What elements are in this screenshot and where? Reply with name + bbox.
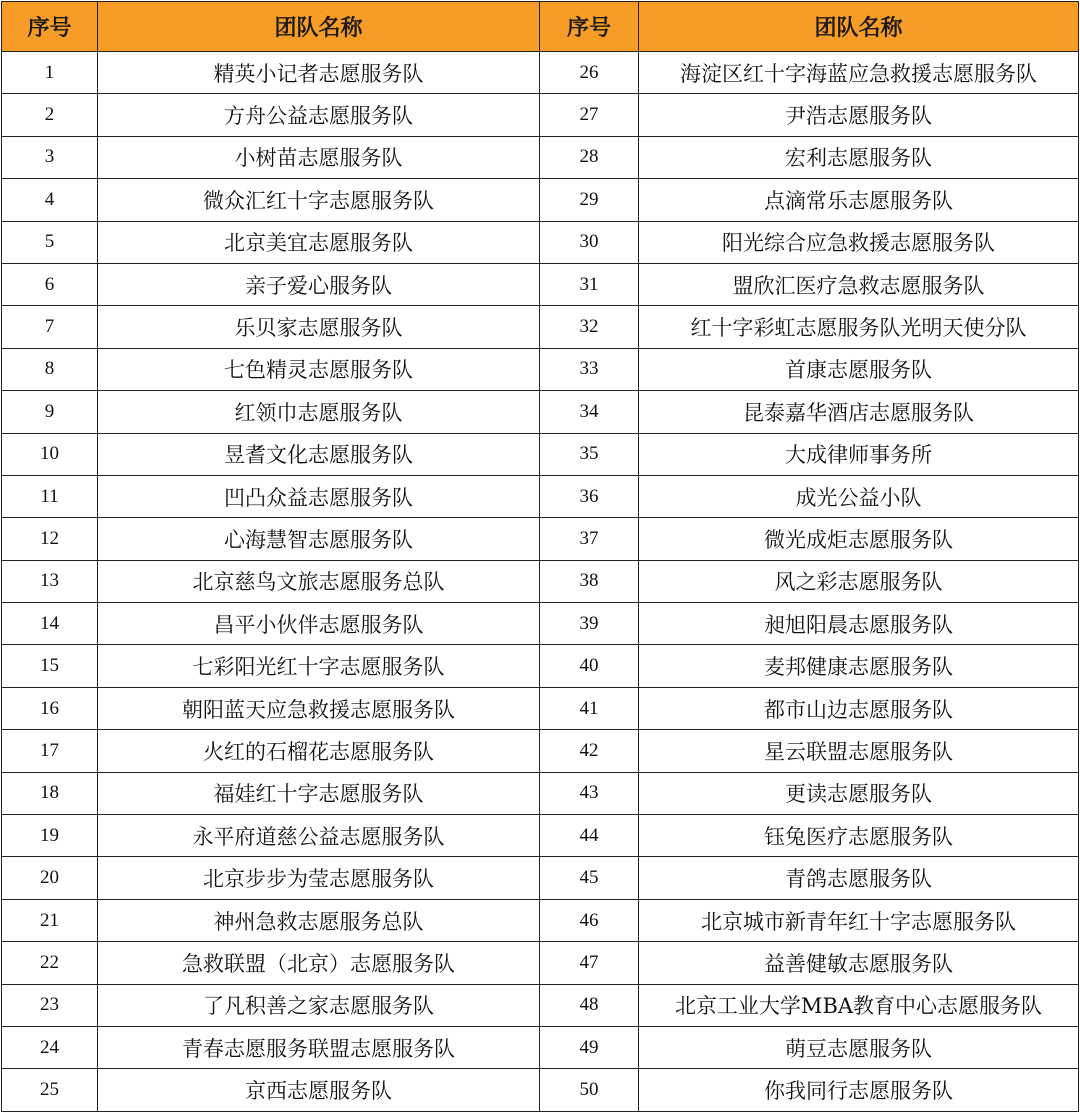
table-row <box>2 984 1079 1026</box>
header-team-name-left: 团队名称 <box>98 2 540 52</box>
team-name-cell-left: 北京慈鸟文旅志愿服务总队 <box>98 560 540 602</box>
serial-cell-right: 29 <box>540 179 639 221</box>
serial-cell-right: 40 <box>540 645 639 687</box>
team-name-cell-right: 都市山边志愿服务队 <box>639 687 1079 729</box>
serial-cell-left: 21 <box>2 899 98 941</box>
table-row <box>2 815 1079 857</box>
serial-cell-left: 25 <box>2 1069 98 1111</box>
team-name-cell-right: 海淀区红十字海蓝应急救援志愿服务队 <box>639 52 1079 94</box>
team-name-cell-left: 昱耆文化志愿服务队 <box>98 433 540 475</box>
team-name-cell-right: 风之彩志愿服务队 <box>639 560 1079 602</box>
serial-cell-left: 11 <box>2 475 98 517</box>
table-row <box>2 1069 1079 1111</box>
serial-cell-right: 50 <box>540 1069 639 1111</box>
table-row <box>2 136 1079 178</box>
serial-cell-left: 12 <box>2 518 98 560</box>
serial-cell-right: 36 <box>540 475 639 517</box>
serial-cell-right: 38 <box>540 560 639 602</box>
serial-cell-left: 7 <box>2 306 98 348</box>
serial-cell-left: 8 <box>2 348 98 390</box>
table-row <box>2 263 1079 305</box>
team-name-cell-right: 微光成炬志愿服务队 <box>639 518 1079 560</box>
team-name-cell-left: 微众汇红十字志愿服务队 <box>98 179 540 221</box>
table-row <box>2 221 1079 263</box>
table-header <box>2 2 1079 52</box>
table-row <box>2 942 1079 984</box>
table-row <box>2 730 1079 772</box>
serial-cell-right: 31 <box>540 263 639 305</box>
table-row <box>2 857 1079 899</box>
serial-cell-right: 43 <box>540 772 639 814</box>
team-name-cell-right: 星云联盟志愿服务队 <box>639 730 1079 772</box>
table-row <box>2 687 1079 729</box>
serial-cell-right: 46 <box>540 899 639 941</box>
team-name-cell-right: 红十字彩虹志愿服务队光明天使分队 <box>639 306 1079 348</box>
serial-cell-right: 45 <box>540 857 639 899</box>
table-row <box>2 348 1079 390</box>
team-name-cell-left: 红领巾志愿服务队 <box>98 391 540 433</box>
serial-cell-left: 20 <box>2 857 98 899</box>
serial-cell-left: 1 <box>2 52 98 94</box>
serial-cell-left: 23 <box>2 984 98 1026</box>
serial-cell-right: 35 <box>540 433 639 475</box>
team-name-cell-left: 昌平小伙伴志愿服务队 <box>98 603 540 645</box>
table-row <box>2 899 1079 941</box>
team-name-cell-left: 亲子爱心服务队 <box>98 263 540 305</box>
table-row <box>2 306 1079 348</box>
serial-cell-right: 41 <box>540 687 639 729</box>
team-name-cell-right: 北京工业大学MBA教育中心志愿服务队 <box>639 984 1079 1026</box>
team-name-cell-right: 首康志愿服务队 <box>639 348 1079 390</box>
serial-cell-left: 17 <box>2 730 98 772</box>
header-row <box>2 2 1079 52</box>
team-name-cell-left: 神州急救志愿服务总队 <box>98 899 540 941</box>
volunteer-team-table <box>1 1 1079 1112</box>
serial-cell-right: 49 <box>540 1026 639 1068</box>
table-row <box>2 772 1079 814</box>
team-name-cell-right: 昆泰嘉华酒店志愿服务队 <box>639 391 1079 433</box>
team-name-cell-left: 京西志愿服务队 <box>98 1069 540 1111</box>
team-name-cell-right: 你我同行志愿服务队 <box>639 1069 1079 1111</box>
team-name-cell-right: 更读志愿服务队 <box>639 772 1079 814</box>
header-serial-left: 序号 <box>2 2 98 52</box>
table-body <box>2 52 1079 1112</box>
team-name-cell-right: 大成律师事务所 <box>639 433 1079 475</box>
table-row <box>2 94 1079 136</box>
serial-cell-right: 30 <box>540 221 639 263</box>
serial-cell-left: 24 <box>2 1026 98 1068</box>
serial-cell-right: 26 <box>540 52 639 94</box>
table-row <box>2 179 1079 221</box>
serial-cell-left: 4 <box>2 179 98 221</box>
team-name-cell-left: 永平府道慈公益志愿服务队 <box>98 815 540 857</box>
serial-cell-right: 37 <box>540 518 639 560</box>
team-name-cell-left: 七色精灵志愿服务队 <box>98 348 540 390</box>
serial-cell-right: 42 <box>540 730 639 772</box>
table-row <box>2 391 1079 433</box>
serial-cell-left: 9 <box>2 391 98 433</box>
table-row <box>2 52 1079 94</box>
serial-cell-right: 28 <box>540 136 639 178</box>
serial-cell-left: 22 <box>2 942 98 984</box>
serial-cell-left: 14 <box>2 603 98 645</box>
table-row <box>2 645 1079 687</box>
serial-cell-left: 13 <box>2 560 98 602</box>
team-name-cell-left: 北京步步为莹志愿服务队 <box>98 857 540 899</box>
team-name-cell-right: 青鸽志愿服务队 <box>639 857 1079 899</box>
team-name-cell-left: 乐贝家志愿服务队 <box>98 306 540 348</box>
team-name-cell-right: 益善健敏志愿服务队 <box>639 942 1079 984</box>
serial-cell-left: 5 <box>2 221 98 263</box>
table-row <box>2 518 1079 560</box>
header-team-name-right: 团队名称 <box>639 2 1079 52</box>
table-row <box>2 560 1079 602</box>
table-row <box>2 433 1079 475</box>
serial-cell-left: 19 <box>2 815 98 857</box>
team-name-cell-left: 了凡积善之家志愿服务队 <box>98 984 540 1026</box>
serial-cell-right: 39 <box>540 603 639 645</box>
team-name-cell-right: 钰兔医疗志愿服务队 <box>639 815 1079 857</box>
serial-cell-left: 15 <box>2 645 98 687</box>
serial-cell-left: 10 <box>2 433 98 475</box>
team-name-cell-right: 成光公益小队 <box>639 475 1079 517</box>
team-name-cell-left: 凹凸众益志愿服务队 <box>98 475 540 517</box>
serial-cell-right: 33 <box>540 348 639 390</box>
team-name-cell-right: 昶旭阳晨志愿服务队 <box>639 603 1079 645</box>
team-name-cell-right: 萌豆志愿服务队 <box>639 1026 1079 1068</box>
team-name-cell-left: 青春志愿服务联盟志愿服务队 <box>98 1026 540 1068</box>
serial-cell-right: 47 <box>540 942 639 984</box>
team-name-cell-left: 火红的石榴花志愿服务队 <box>98 730 540 772</box>
table-row <box>2 1026 1079 1068</box>
table-row <box>2 603 1079 645</box>
team-name-cell-left: 小树苗志愿服务队 <box>98 136 540 178</box>
serial-cell-left: 18 <box>2 772 98 814</box>
team-name-cell-left: 心海慧智志愿服务队 <box>98 518 540 560</box>
team-name-cell-right: 尹浩志愿服务队 <box>639 94 1079 136</box>
team-name-cell-left: 急救联盟（北京）志愿服务队 <box>98 942 540 984</box>
serial-cell-right: 44 <box>540 815 639 857</box>
serial-cell-right: 27 <box>540 94 639 136</box>
team-name-cell-left: 精英小记者志愿服务队 <box>98 52 540 94</box>
team-name-cell-right: 阳光综合应急救援志愿服务队 <box>639 221 1079 263</box>
team-name-cell-left: 朝阳蓝天应急救援志愿服务队 <box>98 687 540 729</box>
team-name-cell-right: 宏利志愿服务队 <box>639 136 1079 178</box>
serial-cell-left: 6 <box>2 263 98 305</box>
serial-cell-left: 2 <box>2 94 98 136</box>
serial-cell-right: 32 <box>540 306 639 348</box>
team-name-cell-left: 福娃红十字志愿服务队 <box>98 772 540 814</box>
team-name-cell-left: 北京美宜志愿服务队 <box>98 221 540 263</box>
serial-cell-right: 34 <box>540 391 639 433</box>
serial-cell-right: 48 <box>540 984 639 1026</box>
table-row <box>2 475 1079 517</box>
team-name-cell-left: 方舟公益志愿服务队 <box>98 94 540 136</box>
team-name-cell-right: 盟欣汇医疗急救志愿服务队 <box>639 263 1079 305</box>
team-name-cell-left: 七彩阳光红十字志愿服务队 <box>98 645 540 687</box>
team-name-cell-right: 点滴常乐志愿服务队 <box>639 179 1079 221</box>
team-name-cell-right: 麦邦健康志愿服务队 <box>639 645 1079 687</box>
serial-cell-left: 16 <box>2 687 98 729</box>
team-name-cell-right: 北京城市新青年红十字志愿服务队 <box>639 899 1079 941</box>
serial-cell-left: 3 <box>2 136 98 178</box>
header-serial-right: 序号 <box>540 2 639 52</box>
